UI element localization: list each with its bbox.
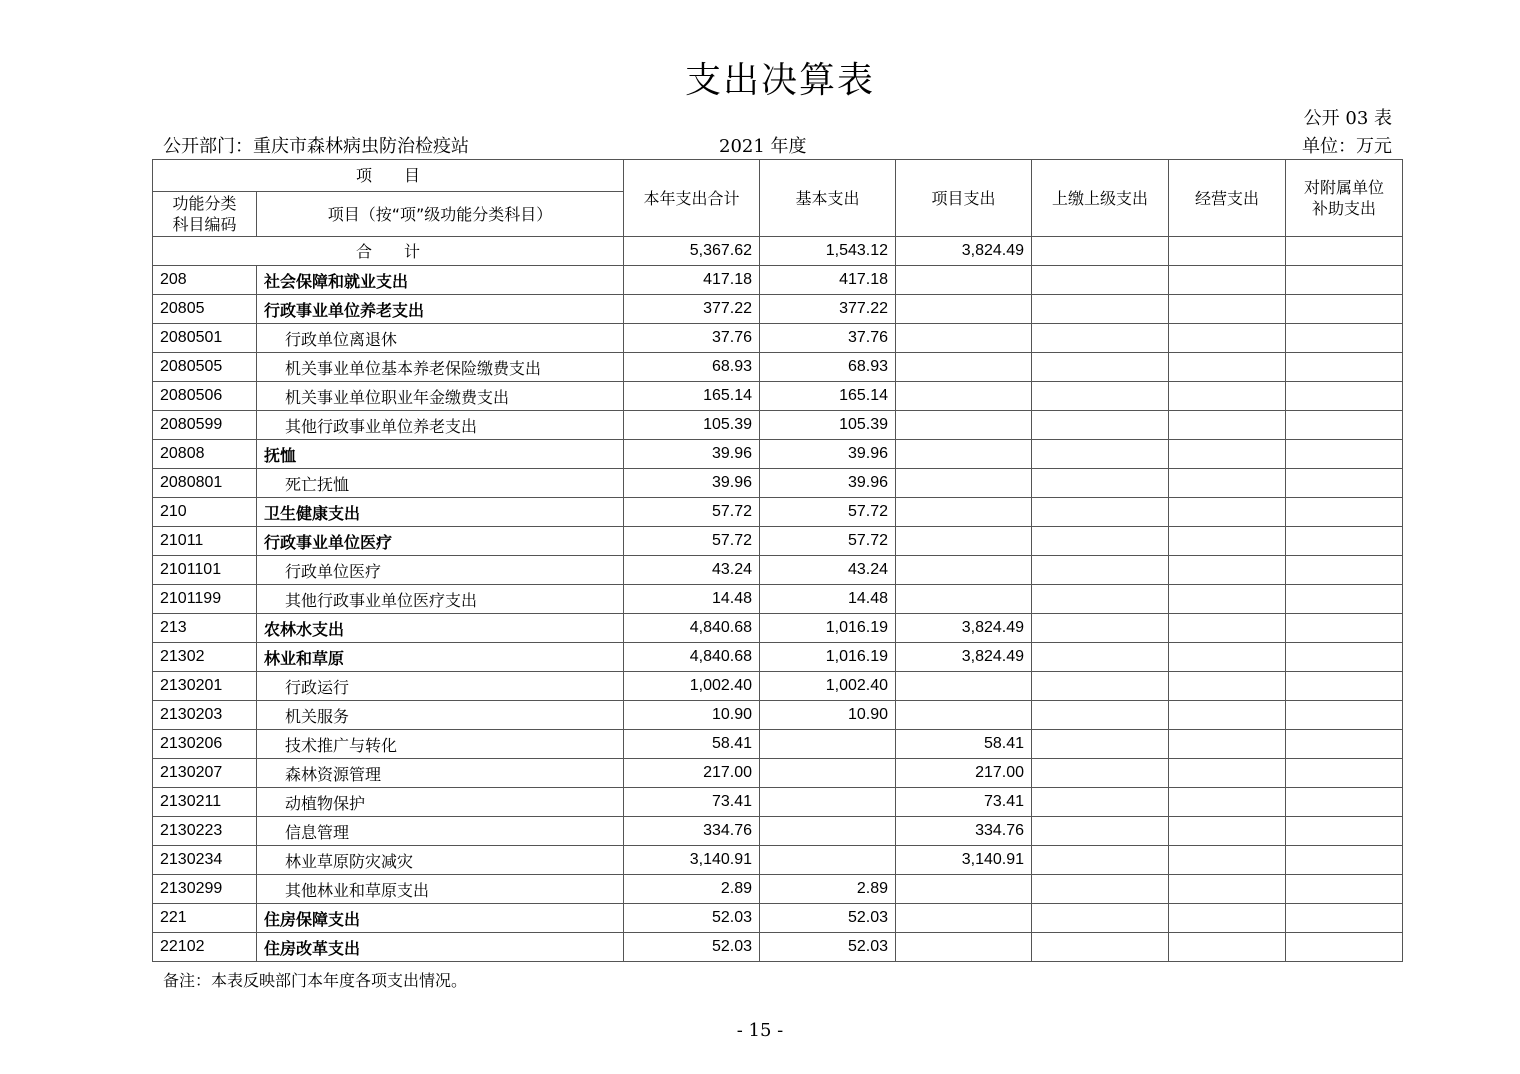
header-business: 经营支出 [1169, 160, 1286, 237]
table-row [153, 759, 1403, 788]
row-upper [1032, 701, 1169, 730]
row-basic: 417.18 [760, 266, 896, 295]
row-project [896, 324, 1032, 353]
row-subsidy [1286, 904, 1403, 933]
row-business [1169, 527, 1286, 556]
row-project: 3,824.49 [896, 643, 1032, 672]
row-upper [1032, 614, 1169, 643]
row-subsidy [1286, 556, 1403, 585]
row-project [896, 933, 1032, 962]
row-name: 住房保障支出 [257, 904, 624, 933]
row-basic: 377.22 [760, 295, 896, 324]
header-name: 项目（按“项”级功能分类科目） [257, 192, 624, 237]
row-basic: 43.24 [760, 556, 896, 585]
row-basic: 68.93 [760, 353, 896, 382]
row-code: 22102 [153, 933, 257, 962]
row-name: 死亡抚恤 [257, 469, 624, 498]
total-amount: 5,367.62 [624, 237, 760, 266]
header-code: 功能分类 科目编码 [153, 192, 257, 237]
row-upper [1032, 498, 1169, 527]
row-upper [1032, 904, 1169, 933]
row-upper [1032, 846, 1169, 875]
row-upper [1032, 875, 1169, 904]
table-row [153, 469, 1403, 498]
row-total: 57.72 [624, 498, 760, 527]
row-project [896, 527, 1032, 556]
row-business [1169, 672, 1286, 701]
row-basic: 14.48 [760, 585, 896, 614]
row-subsidy [1286, 875, 1403, 904]
row-upper [1032, 556, 1169, 585]
row-project [896, 382, 1032, 411]
row-code: 2130211 [153, 788, 257, 817]
row-subsidy [1286, 614, 1403, 643]
row-basic: 52.03 [760, 904, 896, 933]
row-business [1169, 556, 1286, 585]
row-subsidy [1286, 266, 1403, 295]
table-row [153, 904, 1403, 933]
row-business [1169, 498, 1286, 527]
row-project [896, 701, 1032, 730]
row-code: 2130299 [153, 875, 257, 904]
header-project: 项目支出 [896, 160, 1032, 237]
row-total: 68.93 [624, 353, 760, 382]
row-business [1169, 411, 1286, 440]
row-total: 217.00 [624, 759, 760, 788]
table-row [153, 353, 1403, 382]
row-total: 39.96 [624, 440, 760, 469]
row-basic: 1,002.40 [760, 672, 896, 701]
row-code: 21011 [153, 527, 257, 556]
row-name: 其他行政事业单位医疗支出 [257, 585, 624, 614]
row-project [896, 672, 1032, 701]
table-row [153, 382, 1403, 411]
row-code: 2130206 [153, 730, 257, 759]
row-upper [1032, 295, 1169, 324]
row-project: 334.76 [896, 817, 1032, 846]
row-total: 2.89 [624, 875, 760, 904]
row-basic [760, 759, 896, 788]
row-code: 2101101 [153, 556, 257, 585]
row-upper [1032, 643, 1169, 672]
row-business [1169, 846, 1286, 875]
row-upper [1032, 411, 1169, 440]
table-row [153, 440, 1403, 469]
row-business [1169, 324, 1286, 353]
row-name: 机关事业单位职业年金缴费支出 [257, 382, 624, 411]
row-basic: 1,016.19 [760, 643, 896, 672]
row-total: 105.39 [624, 411, 760, 440]
row-name: 机关事业单位基本养老保险缴费支出 [257, 353, 624, 382]
row-code: 221 [153, 904, 257, 933]
row-basic: 57.72 [760, 527, 896, 556]
fiscal-year: 2021 年度 [719, 136, 807, 157]
row-subsidy [1286, 324, 1403, 353]
row-project: 73.41 [896, 788, 1032, 817]
row-total: 43.24 [624, 556, 760, 585]
row-total: 10.90 [624, 701, 760, 730]
row-subsidy [1286, 353, 1403, 382]
row-business [1169, 266, 1286, 295]
table-row [153, 295, 1403, 324]
row-name: 技术推广与转化 [257, 730, 624, 759]
row-upper [1032, 440, 1169, 469]
row-name: 社会保障和就业支出 [257, 266, 624, 295]
row-subsidy [1286, 643, 1403, 672]
table-row [153, 672, 1403, 701]
row-name: 行政运行 [257, 672, 624, 701]
table-row [153, 556, 1403, 585]
table-row [153, 527, 1403, 556]
row-total: 3,140.91 [624, 846, 760, 875]
row-project: 3,140.91 [896, 846, 1032, 875]
row-name: 住房改革支出 [257, 933, 624, 962]
row-subsidy [1286, 846, 1403, 875]
row-name: 动植物保护 [257, 788, 624, 817]
row-business [1169, 904, 1286, 933]
header-row [153, 160, 1403, 192]
total-upper [1032, 237, 1169, 266]
table-row [153, 643, 1403, 672]
row-total: 73.41 [624, 788, 760, 817]
row-business [1169, 295, 1286, 324]
row-code: 2130234 [153, 846, 257, 875]
table-row [153, 585, 1403, 614]
row-name: 行政事业单位养老支出 [257, 295, 624, 324]
row-subsidy [1286, 759, 1403, 788]
row-business [1169, 585, 1286, 614]
row-business [1169, 730, 1286, 759]
row-upper [1032, 469, 1169, 498]
expenditure-table [152, 159, 1403, 962]
row-business [1169, 440, 1286, 469]
row-total: 52.03 [624, 933, 760, 962]
row-business [1169, 875, 1286, 904]
table-row [153, 701, 1403, 730]
header-total: 本年支出合计 [624, 160, 760, 237]
row-total: 14.48 [624, 585, 760, 614]
row-project [896, 469, 1032, 498]
row-name: 农林水支出 [257, 614, 624, 643]
row-subsidy [1286, 469, 1403, 498]
row-code: 213 [153, 614, 257, 643]
table-row [153, 498, 1403, 527]
row-basic: 2.89 [760, 875, 896, 904]
row-code: 2080801 [153, 469, 257, 498]
row-project: 217.00 [896, 759, 1032, 788]
table-row [153, 933, 1403, 962]
row-project [896, 266, 1032, 295]
row-code: 2130223 [153, 817, 257, 846]
table-row [153, 788, 1403, 817]
row-name: 行政事业单位医疗 [257, 527, 624, 556]
row-upper [1032, 324, 1169, 353]
row-subsidy [1286, 411, 1403, 440]
row-upper [1032, 933, 1169, 962]
row-subsidy [1286, 382, 1403, 411]
row-basic [760, 846, 896, 875]
row-subsidy [1286, 295, 1403, 324]
row-name: 信息管理 [257, 817, 624, 846]
department-label: 公开部门：重庆市森林病虫防治检疫站 [163, 136, 469, 157]
row-project [896, 556, 1032, 585]
row-code: 21302 [153, 643, 257, 672]
row-project: 58.41 [896, 730, 1032, 759]
row-name: 森林资源管理 [257, 759, 624, 788]
row-name: 行政单位离退休 [257, 324, 624, 353]
footnote: 备注：本表反映部门本年度各项支出情况。 [163, 971, 468, 990]
row-upper [1032, 585, 1169, 614]
table-row [153, 614, 1403, 643]
row-basic: 37.76 [760, 324, 896, 353]
row-basic [760, 817, 896, 846]
table-row [153, 730, 1403, 759]
table-row [153, 411, 1403, 440]
row-upper [1032, 788, 1169, 817]
row-basic: 39.96 [760, 469, 896, 498]
row-business [1169, 469, 1286, 498]
row-name: 卫生健康支出 [257, 498, 624, 527]
row-code: 208 [153, 266, 257, 295]
row-total: 39.96 [624, 469, 760, 498]
header-item: 项 目 [153, 160, 624, 192]
row-name: 机关服务 [257, 701, 624, 730]
row-code: 2080505 [153, 353, 257, 382]
row-name: 林业和草原 [257, 643, 624, 672]
row-basic: 52.03 [760, 933, 896, 962]
row-subsidy [1286, 730, 1403, 759]
row-basic: 1,016.19 [760, 614, 896, 643]
table-row [153, 324, 1403, 353]
row-basic: 57.72 [760, 498, 896, 527]
form-number: 公开 03 表 [1303, 108, 1392, 129]
row-subsidy [1286, 817, 1403, 846]
row-total: 4,840.68 [624, 614, 760, 643]
row-code: 20805 [153, 295, 257, 324]
row-code: 2080506 [153, 382, 257, 411]
row-project [896, 875, 1032, 904]
unit-label: 单位：万元 [1302, 136, 1392, 157]
total-row [153, 237, 1403, 266]
row-business [1169, 614, 1286, 643]
row-upper [1032, 759, 1169, 788]
row-code: 2080599 [153, 411, 257, 440]
row-project [896, 585, 1032, 614]
row-subsidy [1286, 933, 1403, 962]
header-basic: 基本支出 [760, 160, 896, 237]
total-subsidy [1286, 237, 1403, 266]
row-total: 1,002.40 [624, 672, 760, 701]
row-business [1169, 353, 1286, 382]
row-total: 57.72 [624, 527, 760, 556]
row-total: 52.03 [624, 904, 760, 933]
row-business [1169, 382, 1286, 411]
page-title: 支出决算表 [684, 60, 875, 101]
row-total: 58.41 [624, 730, 760, 759]
total-basic: 1,543.12 [760, 237, 896, 266]
row-upper [1032, 730, 1169, 759]
row-total: 165.14 [624, 382, 760, 411]
total-label: 合 计 [153, 237, 624, 266]
row-code: 2130201 [153, 672, 257, 701]
table-row [153, 266, 1403, 295]
row-name: 其他行政事业单位养老支出 [257, 411, 624, 440]
row-name: 行政单位医疗 [257, 556, 624, 585]
header-upper: 上缴上级支出 [1032, 160, 1169, 237]
row-total: 4,840.68 [624, 643, 760, 672]
row-business [1169, 643, 1286, 672]
row-business [1169, 788, 1286, 817]
row-total: 417.18 [624, 266, 760, 295]
row-basic: 165.14 [760, 382, 896, 411]
row-basic: 105.39 [760, 411, 896, 440]
row-upper [1032, 817, 1169, 846]
row-project [896, 411, 1032, 440]
row-upper [1032, 266, 1169, 295]
row-total: 377.22 [624, 295, 760, 324]
total-project: 3,824.49 [896, 237, 1032, 266]
row-subsidy [1286, 498, 1403, 527]
row-basic [760, 788, 896, 817]
row-project [896, 295, 1032, 324]
row-business [1169, 759, 1286, 788]
row-basic [760, 730, 896, 759]
row-business [1169, 933, 1286, 962]
row-subsidy [1286, 527, 1403, 556]
row-name: 其他林业和草原支出 [257, 875, 624, 904]
table-row [153, 875, 1403, 904]
header-subsidy: 对附属单位 补助支出 [1286, 160, 1403, 237]
row-subsidy [1286, 440, 1403, 469]
row-code: 2130207 [153, 759, 257, 788]
row-business [1169, 817, 1286, 846]
row-total: 37.76 [624, 324, 760, 353]
table-row [153, 846, 1403, 875]
row-subsidy [1286, 672, 1403, 701]
row-subsidy [1286, 585, 1403, 614]
row-upper [1032, 353, 1169, 382]
row-business [1169, 701, 1286, 730]
row-code: 210 [153, 498, 257, 527]
table-row [153, 817, 1403, 846]
row-subsidy [1286, 788, 1403, 817]
row-code: 2130203 [153, 701, 257, 730]
row-total: 334.76 [624, 817, 760, 846]
row-name: 林业草原防灾减灾 [257, 846, 624, 875]
row-code: 2101199 [153, 585, 257, 614]
row-code: 2080501 [153, 324, 257, 353]
row-subsidy [1286, 701, 1403, 730]
page-number: - 15 - [736, 1020, 784, 1041]
total-business [1169, 237, 1286, 266]
row-upper [1032, 527, 1169, 556]
row-basic: 39.96 [760, 440, 896, 469]
row-project [896, 353, 1032, 382]
row-project [896, 904, 1032, 933]
row-project: 3,824.49 [896, 614, 1032, 643]
row-project [896, 498, 1032, 527]
row-name: 抚恤 [257, 440, 624, 469]
row-basic: 10.90 [760, 701, 896, 730]
row-upper [1032, 382, 1169, 411]
row-upper [1032, 672, 1169, 701]
row-code: 20808 [153, 440, 257, 469]
row-project [896, 440, 1032, 469]
